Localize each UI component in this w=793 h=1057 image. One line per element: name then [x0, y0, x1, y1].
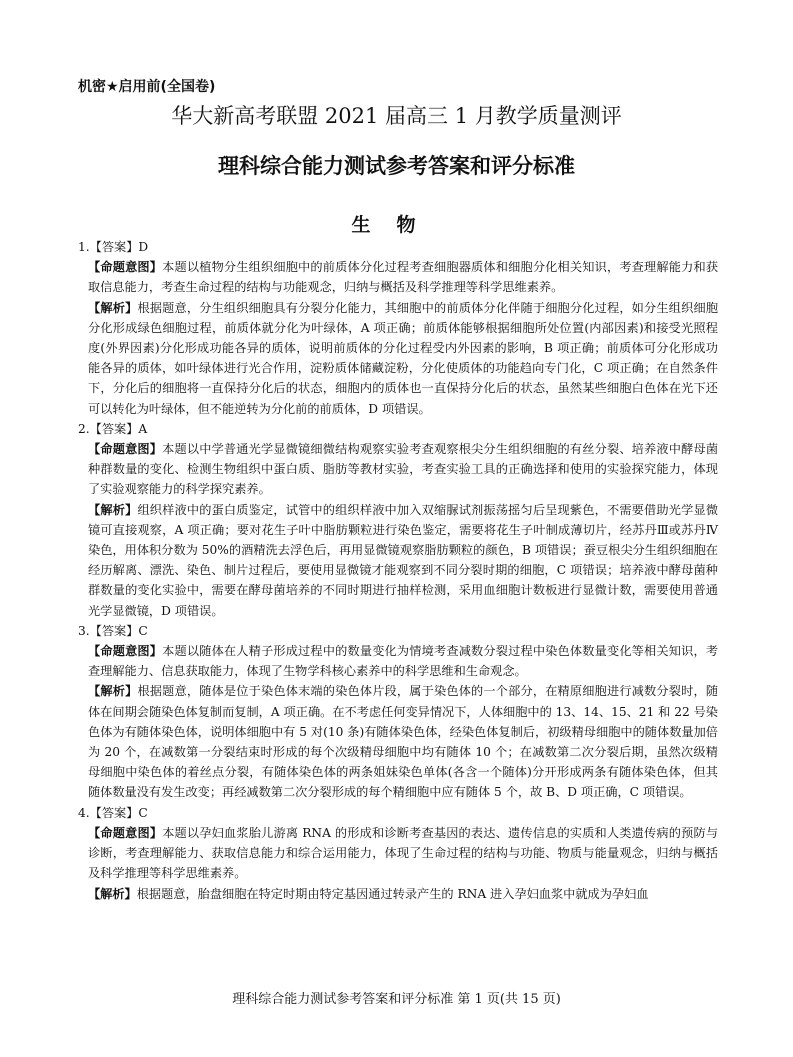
question-3	[78, 621, 718, 803]
intent-paragraph	[78, 439, 718, 500]
intent-text: 本题以孕妇血浆胎儿游离 RNA 的形成和诊断考查基因的表达、遗传信息的实质和人类遗传病的预防与诊断，考查理解能力、获取信息能力和综合运用能力，体现了生命过程的结构与功能、物质与能量观念，归纳与概括及科学推理等科学思维素养。	[88, 825, 719, 881]
intent-paragraph	[78, 823, 718, 884]
analysis-tag: 【解析】	[88, 300, 138, 315]
page-footer: 理科综合能力测试参考答案和评分标准 第 1 页(共 15 页)	[232, 992, 561, 1007]
intent-tag: 【命题意图】	[88, 644, 163, 659]
intent-tag: 【命题意图】	[88, 825, 163, 840]
intent-text: 本题以随体在人精子形成过程中的数量变化为情境考查减数分裂过程中染色体数量变化等相关知识，考查理解能力、信息获取能力，体现了生物学科核心素养中的科学思维和生命观念。	[88, 644, 719, 679]
intent-tag: 【命题意图】	[88, 260, 163, 275]
question-2	[78, 419, 718, 621]
analysis-text: 组织样液中的蛋白质鉴定，试管中的组织样液中加入双缩脲试剂振荡摇匀后呈现紫色，不需要借助光学显微镜可直接观察，A 项正确；要对花生子叶中脂肪颗粒进行染色鉴定，需要将花生子叶制成薄切片，经苏丹Ⅲ或苏丹Ⅳ染色，用体积分数为 50%的酒精洗去浮色后，再用显微镜观察脂肪颗粒的颜色，B 项错误；蚕豆根尖分生组织细胞在经历解离、漂洗、染色、制片过程后，要使用显微镜才能观察到不同分裂时期的细胞，C 项错误；培养液中酵母菌种群数量的变化实验中，需要在酵母菌培养的不同时期进行抽样检测，采用血细胞计数板进行显微计数，需要使用普通光学显微镜，D 项错误。	[88, 502, 719, 618]
analysis-text: 根据题意，随体是位于染色体末端的染色体片段，属于染色体的一个部分，在精原细胞进行减数分裂时，随体在间期会随染色体复制而复制，A 项正确。在不考虑任何变异情况下，人体细胞中的 13、14、15、21 和 22 号染色体为有随体染色体，说明体细胞中有 5 对(10 条)有随体染色体，经染色体复制后，初级精母细胞中的随体数量加倍为 20 个，在减数第一分裂结束时形成的每个次级精母细胞中均有随体 10 个；在减数第二次分裂后期，虽然次级精母细胞中染色体的着丝点分裂，有随体染色体的两条姐妹染色单体(各含一个随体)分开形成两条有随体染色体，但其随体数量没有发生改变；再经减数第二次分裂形成的每个精细胞中应有随体 5 个，故 B、D 项正确，C 项错误。	[88, 684, 719, 800]
intent-paragraph	[78, 257, 718, 297]
intent-text: 本题以中学普通光学显微镜细微结构观察实验考查观察根尖分生组织细胞的有丝分裂、培养液中酵母菌种群数量的变化、检测生物组织中蛋白质、脂肪等教材实验，考查实验工具的正确选择和使用的实验探究能力，体现了实验观察能力的科学探究素养。	[88, 442, 719, 497]
analysis-paragraph	[78, 884, 718, 904]
answer-line: 4.【答案】C	[78, 805, 148, 820]
answer-line: 1.【答案】D	[78, 240, 149, 254]
analysis-paragraph	[78, 681, 718, 802]
answer-content	[78, 237, 718, 904]
analysis-text: 根据题意，分生组织细胞具有分裂分化能力，其细胞中的前质体分化伴随于细胞分化过程，如分生组织细胞分化形成绿色细胞过程，前质体就分化为叶绿体，A 项正确；前质体能够根据细胞所处位置(内部因素)和接受光照程度(外界因素)分化形成功能各异的质体，说明前质体的分化过程受内外因素的影响，B 项正确；前质体可分化形成功能各异的质体，如叶绿体进行光合作用，淀粉质体储藏淀粉，分化使质体的功能趋向专门化，C 项正确；在自然条件下，分化后的细胞将一直保持分化后的状态，细胞内的质体也一直保持分化后的状态，虽然某些细胞白色体在光下还可以转化为叶绿体，但不能逆转为分化前的前质体，D 项错误。	[88, 300, 719, 416]
document-subtitle: 理科综合能力测试参考答案和评分标准	[218, 154, 575, 178]
intent-tag: 【命题意图】	[88, 442, 163, 457]
answer-line: 3.【答案】C	[78, 623, 148, 638]
analysis-tag: 【解析】	[88, 684, 138, 699]
question-4	[78, 803, 718, 904]
analysis-paragraph	[78, 500, 718, 621]
exam-title: 华大新高考联盟 2021 届高三 1 月教学质量测评	[171, 104, 622, 128]
question-1	[78, 237, 718, 419]
intent-paragraph	[78, 641, 718, 681]
analysis-tag: 【解析】	[88, 886, 137, 901]
answer-line: 2.【答案】A	[78, 421, 148, 436]
analysis-tag: 【解析】	[88, 502, 138, 517]
analysis-text: 根据题意，胎盘细胞在特定时期由特定基因通过转录产生的 RNA 进入孕妇血浆中就成为孕妇血	[136, 886, 649, 901]
subject-heading: 生物	[351, 214, 442, 236]
confidential-label: 机密★启用前(全国卷)	[78, 79, 216, 95]
analysis-paragraph	[78, 298, 718, 419]
intent-text: 本题以植物分生组织细胞中的前质体分化过程考查细胞器质体和细胞分化相关知识，考查理解能力和获取信息能力，考查生命过程的结构与功能观念，归纳与概括及科学推理等科学思维素养。	[88, 260, 719, 295]
